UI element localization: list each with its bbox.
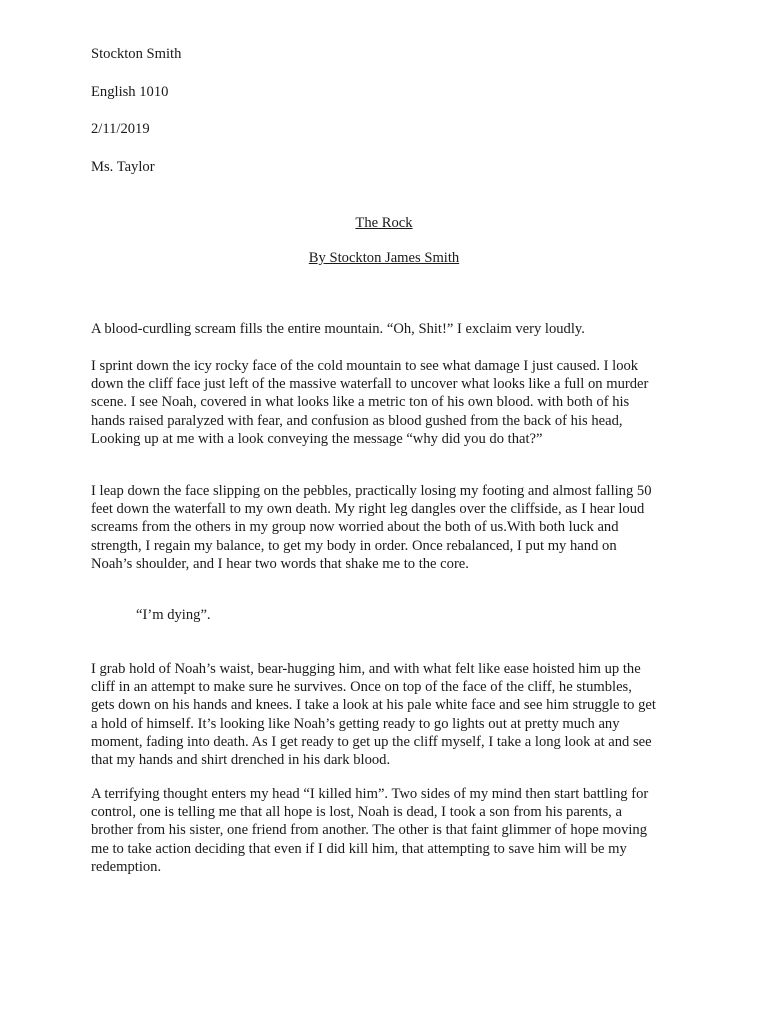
paragraph-line: brother from his sister, one friend from another. The other is that faint glimmer of hope moving (91, 822, 648, 839)
paragraph-line: down the cliff face just left of the massive waterfall to uncover what looks like a full on murder (91, 376, 649, 393)
dialogue-quote: “I’m dying”. (136, 607, 211, 623)
paragraph-6 (91, 785, 691, 876)
paragraph-2 (91, 357, 691, 448)
paragraph-3 (91, 482, 691, 573)
paragraph-5 (91, 660, 691, 769)
paragraph-line: I grab hold of Noah’s waist, bear-hugging him, and with what felt like ease hoisted him up the (91, 661, 641, 677)
paragraph-line: Looking up at me with a look conveying the message “why did you do that?” (91, 430, 543, 447)
instructor-name: Ms. Taylor (91, 159, 155, 175)
paragraph-line: a hold of himself. It’s looking like Noah’s getting ready to go lights out at pretty much any (91, 715, 620, 732)
paragraph-line: gets down on his hands and knees. I take a look at his pale white face and see him struggle to get (91, 697, 656, 714)
paragraph-line: that my hands and shirt drenched in his dark blood. (91, 752, 391, 769)
paragraph-line: screams from the others in my group now worried about the both of us.With both luck and (91, 519, 619, 536)
paragraph-line: feet down the waterfall to my own death. My right leg dangles over the cliffside, as I hear loud (91, 501, 645, 518)
paragraph-line: A blood-curdling scream fills the entire mountain. “Oh, Shit!” I exclaim very loudly. (91, 321, 585, 337)
essay-title: The Rock (355, 215, 413, 231)
paragraph-1 (91, 320, 691, 338)
paragraph-line: strength, I regain my balance, to get my body in order. Once rebalanced, I put my hand on (91, 537, 617, 554)
paragraph-line: Noah’s shoulder, and I hear two words that shake me to the core. (91, 555, 469, 572)
paragraph-line: hands raised paralyzed with fear, and confusion as blood gushed from the back of his head, (91, 412, 623, 429)
paragraph-line: moment, fading into death. As I get ready to get up the cliff myself, I take a long look at and see (91, 733, 652, 750)
paragraph-line: I sprint down the icy rocky face of the cold mountain to see what damage I just caused. I look (91, 358, 639, 374)
course-name: English 1010 (91, 84, 169, 100)
author-name: Stockton Smith (91, 46, 182, 62)
essay-byline: By Stockton James Smith (308, 250, 460, 266)
paragraph-line: redemption. (91, 858, 162, 875)
paragraph-line: I leap down the face slipping on the pebbles, practically losing my footing and almost falling 50 (91, 483, 652, 499)
paragraph-line: A terrifying thought enters my head “I killed him”. Two sides of my mind then start battling for (91, 786, 649, 802)
paragraph-line: control, one is telling me that all hope is lost, Noah is dead, I took a son from his parents, a (91, 804, 622, 821)
paragraph-line: scene. I see Noah, covered in what looks like a metric ton of his own blood. with both of his (91, 394, 630, 411)
paragraph-line: me to take action deciding that even if I did kill him, that attempting to save him will be my (91, 840, 627, 857)
paragraph-line: cliff in an attempt to make sure he survives. Once on top of the face of the cliff, he stumbles, (91, 679, 632, 696)
essay-date: 2/11/2019 (91, 121, 150, 137)
